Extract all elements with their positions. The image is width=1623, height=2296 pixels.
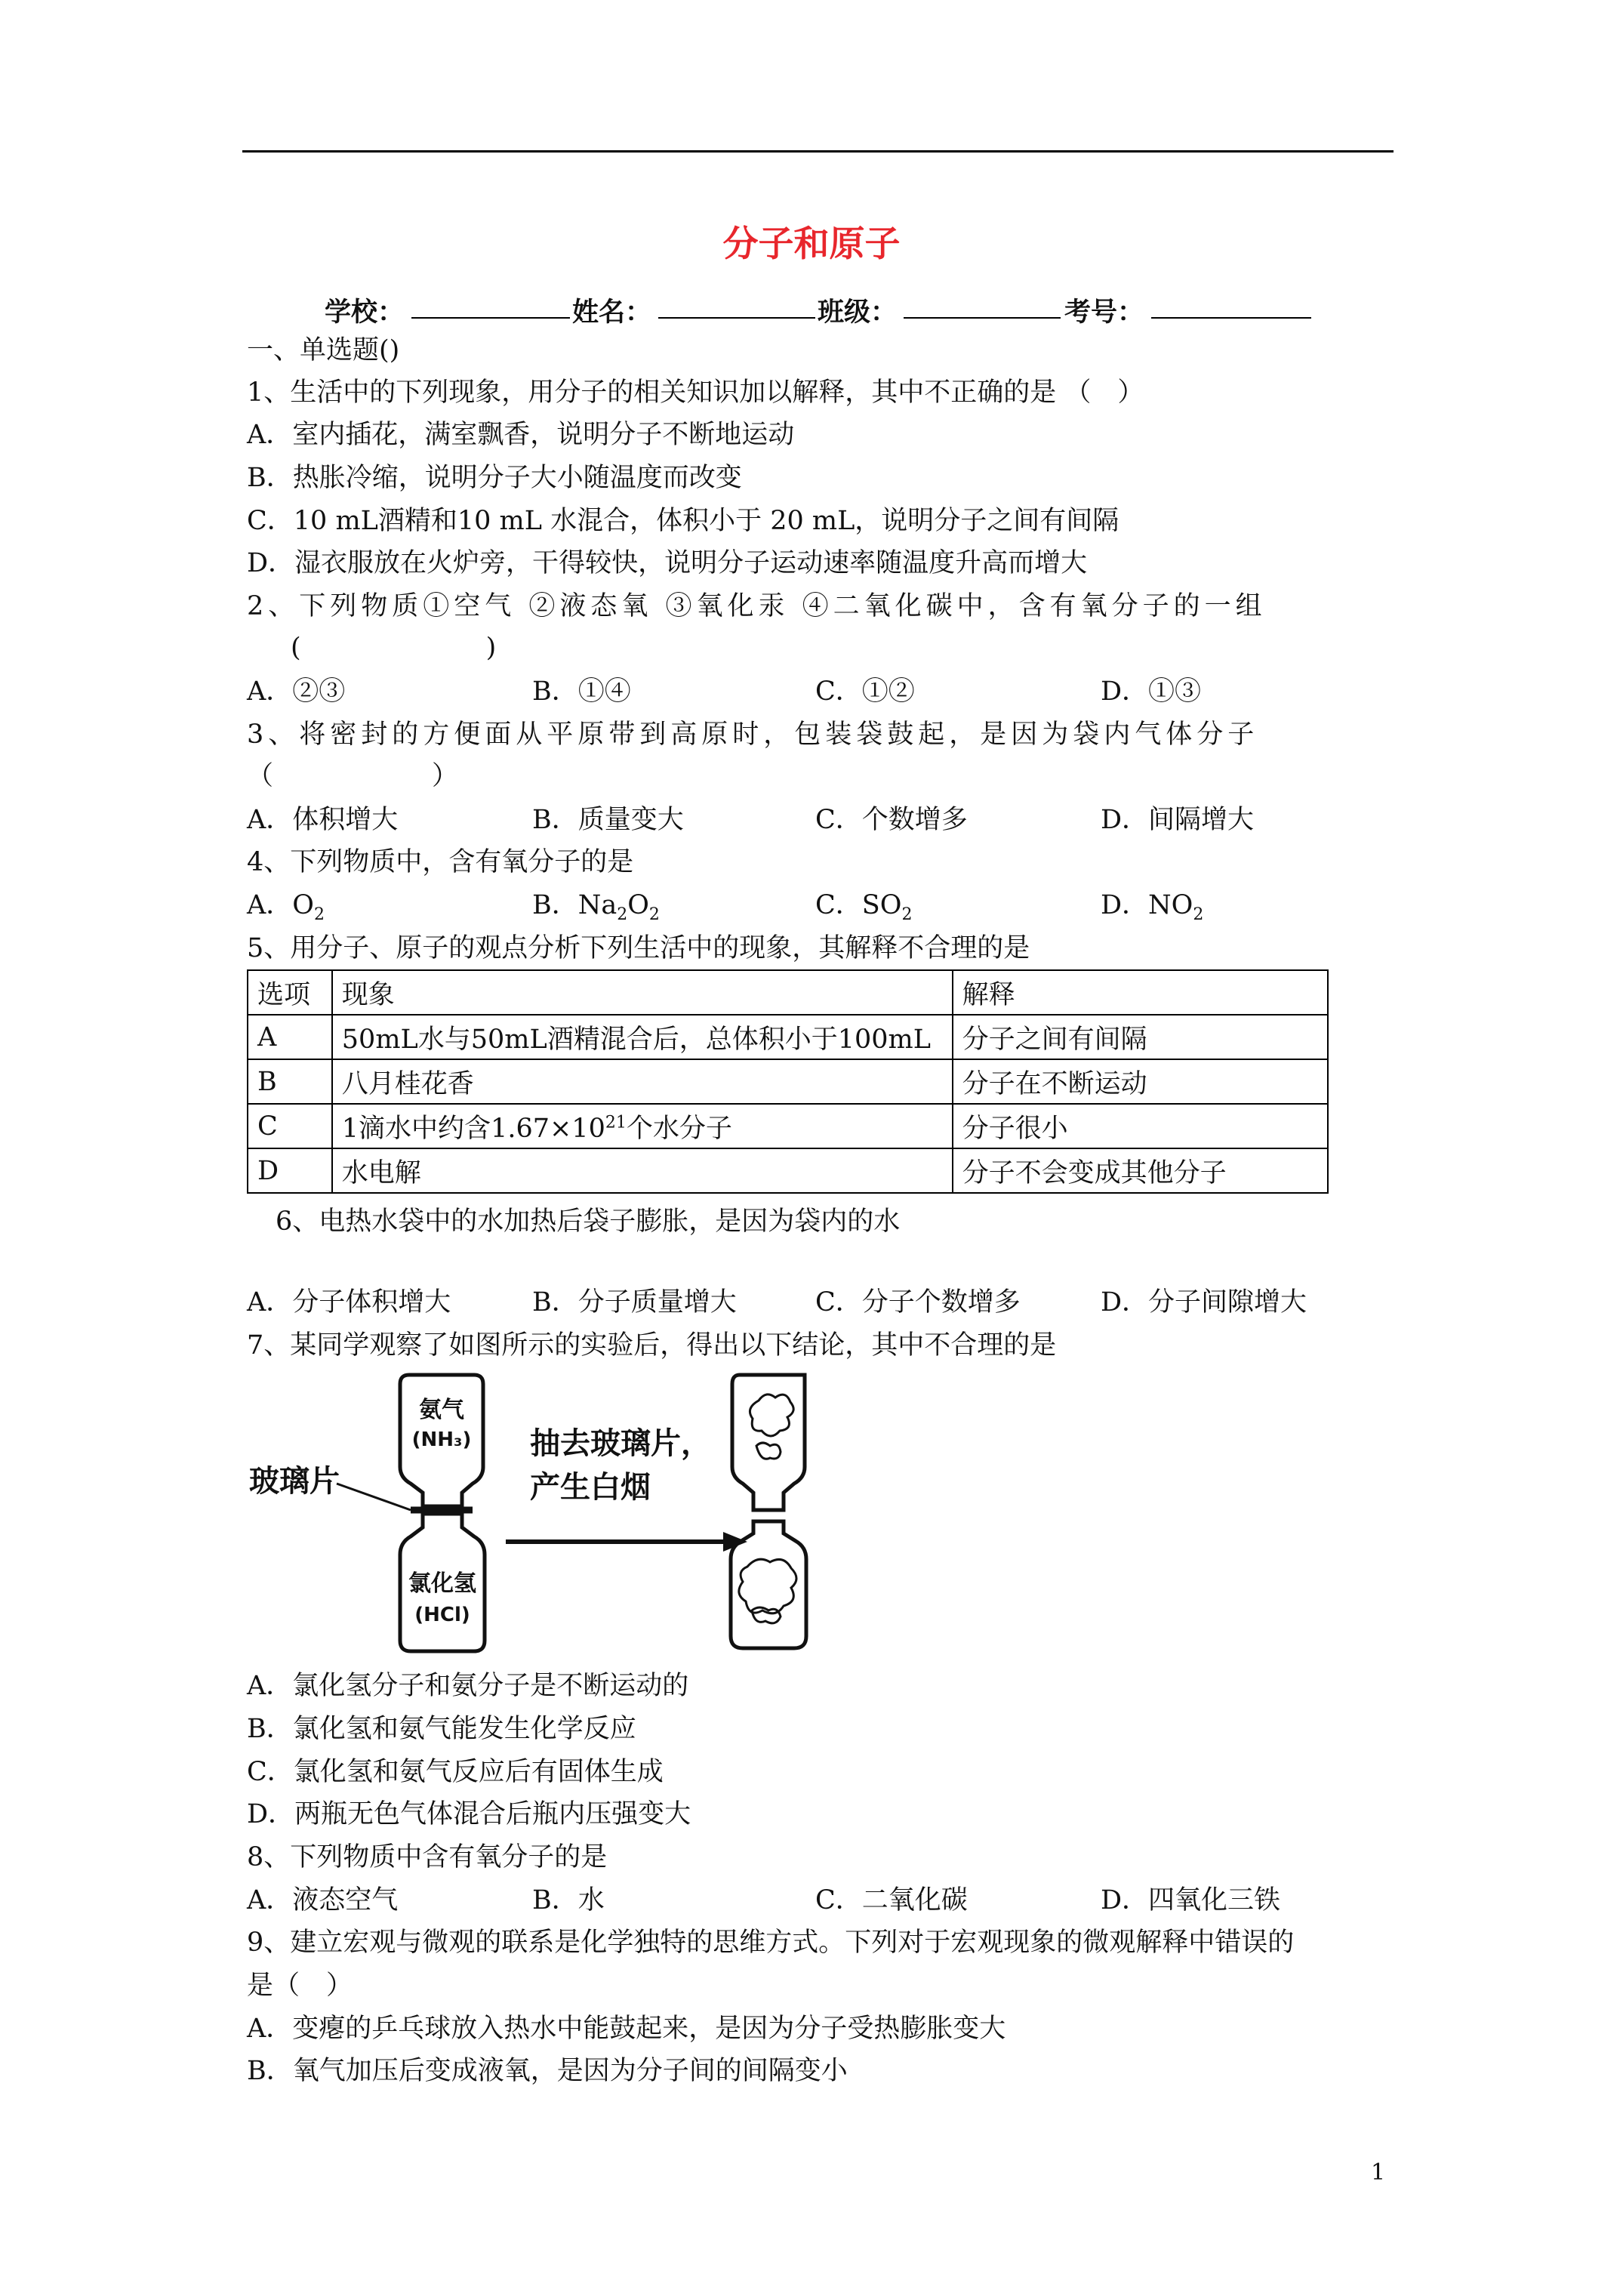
q7-option-d: D．两瓶无色气体混合后瓶内压强变大 (247, 1799, 691, 1829)
table-row (248, 1059, 1328, 1104)
ammonia-formula: (NH₃) (411, 1428, 472, 1451)
table-row (248, 1148, 1328, 1193)
page-number: 1 (1371, 2159, 1386, 2186)
arrow-label-line1: 抽去玻璃片， (530, 1426, 711, 1461)
table-cell: 分子在不断运动 (953, 1059, 1328, 1104)
table-cell: 分子很小 (953, 1104, 1328, 1148)
class-label: 班级： (818, 297, 898, 328)
table-header-row (248, 970, 1328, 1015)
hcl-label: 氯化氢 (408, 1570, 476, 1597)
table-row (248, 1015, 1328, 1059)
q7-option-c: C．氯化氢和氨气反应后有固体生成 (247, 1757, 664, 1787)
q1-option-b: B．热胀冷缩，说明分子大小随温度而改变 (247, 463, 742, 493)
q3-option-c: C．个数增多 (815, 805, 968, 835)
section-heading: 一、单选题() (247, 335, 400, 365)
q2-option-b: B．①④ (532, 676, 631, 707)
page-title: 分子和原子 (722, 223, 901, 265)
school-blank[interactable] (411, 317, 570, 319)
q9-stem-cont: 是（ ） (247, 1971, 353, 2001)
table-cell: 分子之间有间隔 (953, 1015, 1328, 1059)
table-cell: 50mL水与50mL酒精混合后，总体积小于100mL (332, 1015, 953, 1059)
q2-stem: 2、下列物质①空气 ②液态氧 ③氧化汞 ④二氧化碳中，含有氧分子的一组 (247, 591, 1267, 621)
q2-option-d: D．①③ (1101, 676, 1202, 707)
q8-stem: 8、下列物质中含有氧分子的是 (247, 1842, 608, 1872)
q4-stem: 4、下列物质中，含有氧分子的是 (247, 847, 634, 877)
q9-option-b: B．氧气加压后变成液氧，是因为分子间的间隔变小 (247, 2056, 848, 2086)
ammonia-label: 氨气 (419, 1397, 464, 1423)
q4-option-a: A．$O_2$ (247, 890, 325, 924)
q9-option-a: A．变瘪的乒乓球放入热水中能鼓起来，是因为分子受热膨胀变大 (247, 2014, 1006, 2044)
name-label: 姓名： (572, 297, 652, 328)
q4-option-c: C．$SO_2$ (815, 890, 913, 924)
table-header-cell: 解释 (953, 970, 1328, 1015)
q3-stem: 3、将密封的方便面从平原带到高原时，包装袋鼓起，是因为袋内气体分子 (247, 720, 1259, 750)
table-row (248, 1104, 1328, 1148)
arrow-label-line2: 产生白烟 (530, 1470, 651, 1505)
q8-option-b: B．水 (532, 1885, 605, 1915)
q5-stem: 5、用分子、原子的观点分析下列生活中的现象，其解释不合理的是 (247, 933, 1030, 963)
q2-option-c: C．①② (815, 676, 915, 707)
table-cell: 八月桂花香 (332, 1059, 953, 1104)
q1-option-d: D．湿衣服放在火炉旁，干得较快，说明分子运动速率随温度升高而增大 (247, 548, 1088, 578)
q3-option-a: A．体积增大 (247, 805, 399, 835)
q3-option-b: B．质量变大 (532, 805, 684, 835)
q6-option-a: A．分子体积增大 (247, 1287, 451, 1318)
q6-stem: 6、电热水袋中的水加热后袋子膨胀，是因为袋内的水 (276, 1207, 901, 1237)
table-cell: C (248, 1104, 332, 1148)
q1-stem: 1、生活中的下列现象，用分子的相关知识加以解释，其中不正确的是 （ ） (247, 378, 1144, 408)
table-cell: B (248, 1059, 332, 1104)
header-rule (242, 150, 1394, 153)
q7-stem: 7、某同学观察了如图所示的实验后，得出以下结论，其中不合理的是 (247, 1330, 1057, 1361)
exam-no-label: 考号： (1064, 297, 1144, 328)
q7-option-b: B．氯化氢和氨气能发生化学反应 (247, 1714, 636, 1744)
q1-option-a: A．室内插花，满室飘香，说明分子不断地运动 (247, 420, 795, 450)
q3-answer-paren: （ ） (247, 761, 459, 791)
q3-option-d: D．间隔增大 (1101, 805, 1255, 835)
q6-option-d: D．分子间隙增大 (1101, 1287, 1307, 1318)
table-cell: 1滴水中约含$1.67\times 10^{21}$个水分子 (332, 1104, 953, 1148)
q1-option-c: C．10 mL酒精和10 mL 水混合，体积小于 20 mL，说明分子之间有间隔 (247, 506, 1119, 536)
q4-option-d: D．$NO_2$ (1101, 890, 1204, 924)
hcl-formula: (HCl) (414, 1604, 470, 1626)
q8-option-d: D．四氧化三铁 (1101, 1885, 1281, 1915)
glass-plate-label: 玻璃片 (249, 1464, 340, 1499)
table-cell: D (248, 1148, 332, 1193)
table-cell: 水电解 (332, 1148, 953, 1193)
q5-table (247, 969, 1329, 1194)
class-blank[interactable] (904, 317, 1061, 319)
school-label: 学校： (325, 297, 405, 328)
q7-experiment-figure (249, 1370, 853, 1657)
table-cell: 分子不会变成其他分子 (953, 1148, 1328, 1193)
table-header-cell: 现象 (332, 970, 953, 1015)
q8-option-c: C．二氧化碳 (815, 1885, 968, 1915)
exam-no-blank[interactable] (1151, 317, 1311, 319)
q8-option-a: A．液态空气 (247, 1885, 399, 1915)
q7-option-a: A．氯化氢分子和氨分子是不断运动的 (247, 1671, 689, 1701)
q6-option-c: C．分子个数增多 (815, 1287, 1021, 1318)
q4-option-b: B．$Na_2O_2$ (532, 890, 660, 924)
name-blank[interactable] (658, 317, 815, 319)
q2-option-a: A．②③ (247, 676, 346, 707)
q2-answer-paren: ( ) (291, 633, 497, 663)
table-cell: A (248, 1015, 332, 1059)
q6-option-b: B．分子质量增大 (532, 1287, 737, 1318)
table-header-cell: 选项 (248, 970, 332, 1015)
q9-stem: 9、建立宏观与微观的联系是化学独特的思维方式。下列对于宏观现象的微观解释中错误的 (247, 1928, 1295, 1958)
